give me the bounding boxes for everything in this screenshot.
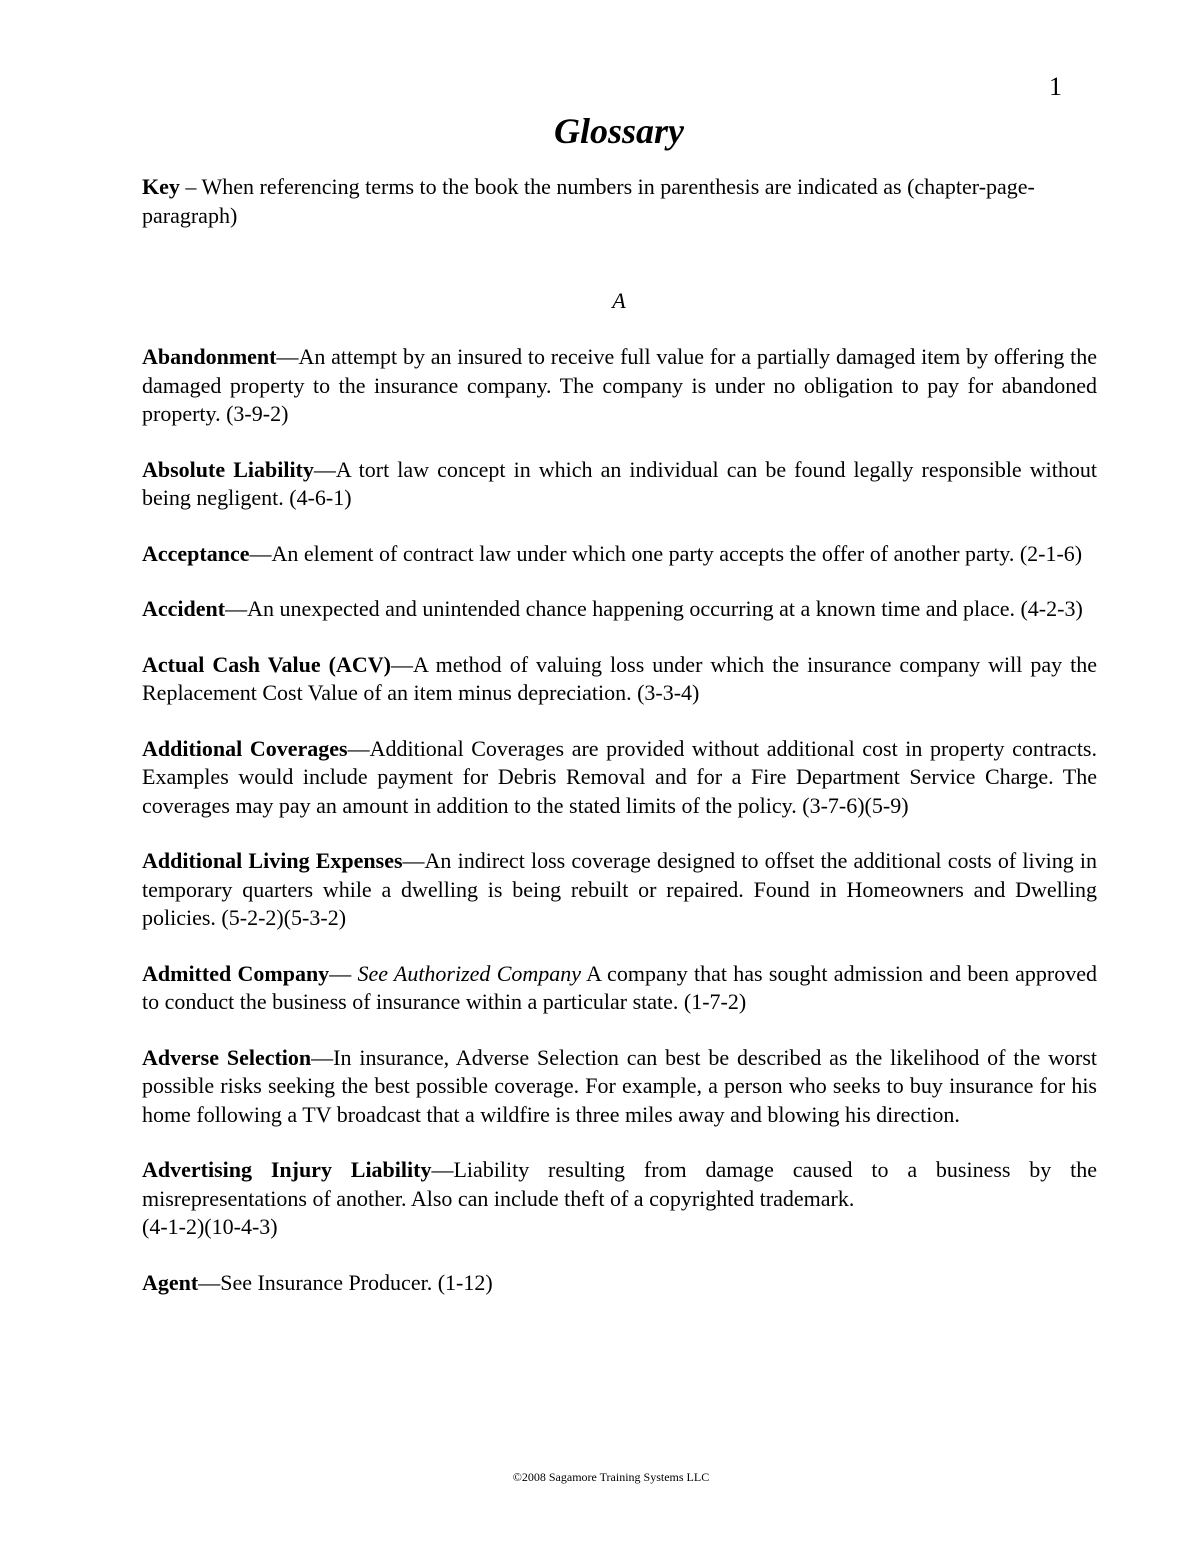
glossary-entries — [142, 343, 1097, 1324]
entry-term: Acceptance — [142, 540, 250, 566]
entry-term: Absolute Liability — [142, 456, 314, 482]
entry-adverse-selection — [142, 1044, 1097, 1130]
page-number: 1 — [1049, 72, 1062, 101]
entry-definition: —An element of contract law under which one party accepts the offer of another party. (2-1-6) — [249, 540, 1083, 566]
section-letter: A — [612, 288, 626, 313]
entry-absolute-liability — [142, 456, 1097, 513]
entry-term: Additional Coverages — [142, 735, 348, 761]
entry-term: Additional Living Expenses — [142, 848, 403, 873]
entry-admitted-company — [142, 960, 1097, 1017]
entry-term: Adverse Selection — [142, 1044, 312, 1070]
entry-abandonment — [142, 343, 1097, 429]
key-paragraph — [142, 172, 1097, 230]
entry-term: Accident — [142, 596, 226, 621]
entry-definition: —A tort law concept in which an individual can be found legally responsible without being negligent. (4-6-1) — [142, 456, 1097, 510]
entry-term: Advertising Injury Liability — [142, 1157, 432, 1182]
entry-definition: —See Insurance Producer. (1-12) — [198, 1269, 493, 1295]
entry-definition: —An attempt by an insured to receive full value for a partially damaged item by offering the damaged property to the insurance company. The company is under no obligation to pay for abandoned property. (3-9-2) — [142, 344, 1097, 426]
entry-additional-living-expenses — [142, 847, 1097, 933]
entry-definition: —An indirect loss coverage designed to offset the additional costs of living in temporary quarters while a dwelling is being rebuilt or repaired. Found in Homeowners and Dwelling policies. (5-2-2)(5-3-2) — [142, 848, 1098, 930]
entry-definition: A company that has sought admission and been approved to conduct the business of insurance within a particular state. (1-7-2) — [142, 960, 1098, 1014]
entry-actual-cash-value — [142, 651, 1097, 708]
entry-term: Actual Cash Value (ACV) — [142, 651, 391, 677]
entry-advertising-injury-liability — [142, 1156, 1097, 1242]
entry-dash: — — [329, 960, 358, 986]
entry-term: Abandonment — [142, 344, 277, 369]
entry-agent — [142, 1269, 1097, 1298]
key-text: – When referencing terms to the book the numbers in parenthesis are indicated as (chapter-page-paragraph) — [142, 174, 1035, 228]
page-title: Glossary — [553, 111, 684, 151]
entry-term: Agent — [142, 1269, 199, 1295]
entry-definition: —In insurance, Adverse Selection can best be described as the likelihood of the worst possible risks seeking the best possible coverage. For example, a person who seeks to buy insurance for his home following a TV broadcast that a wildfire is three miles away and blowing his direction. — [142, 1044, 1097, 1127]
entry-term: Admitted Company — [142, 960, 330, 986]
entry-definition: —An unexpected and unintended chance happening occurring at a known time and place. (4-2-3) — [225, 596, 1083, 621]
entry-accident — [142, 595, 1097, 624]
entry-definition: —Additional Coverages are provided without additional cost in property contracts. Examples would include payment for Debris Removal and for a Fire Department Service Charge. The coverages may pay an amount in addition to the stated limits of the policy. (3-7-6)(5-9) — [142, 735, 1097, 818]
footer-copyright: ©2008 Sagamore Training Systems LLC — [512, 1470, 710, 1484]
key-label: Key — [142, 174, 180, 199]
entry-reference: (4-1-2)(10-4-3) — [142, 1214, 278, 1239]
entry-definition: —Liability resulting from damage caused to a business by the misrepresentations of another. Also can include theft of a copyrighted trademark. — [142, 1157, 1097, 1211]
entry-definition: —A method of valuing loss under which the insurance company will pay the Replacement Cost Value of an item minus depreciation. (3-3-4) — [142, 651, 1097, 705]
entry-acceptance — [142, 540, 1097, 569]
entry-see-reference: See Authorized Company — [357, 960, 582, 986]
entry-additional-coverages — [142, 735, 1097, 821]
